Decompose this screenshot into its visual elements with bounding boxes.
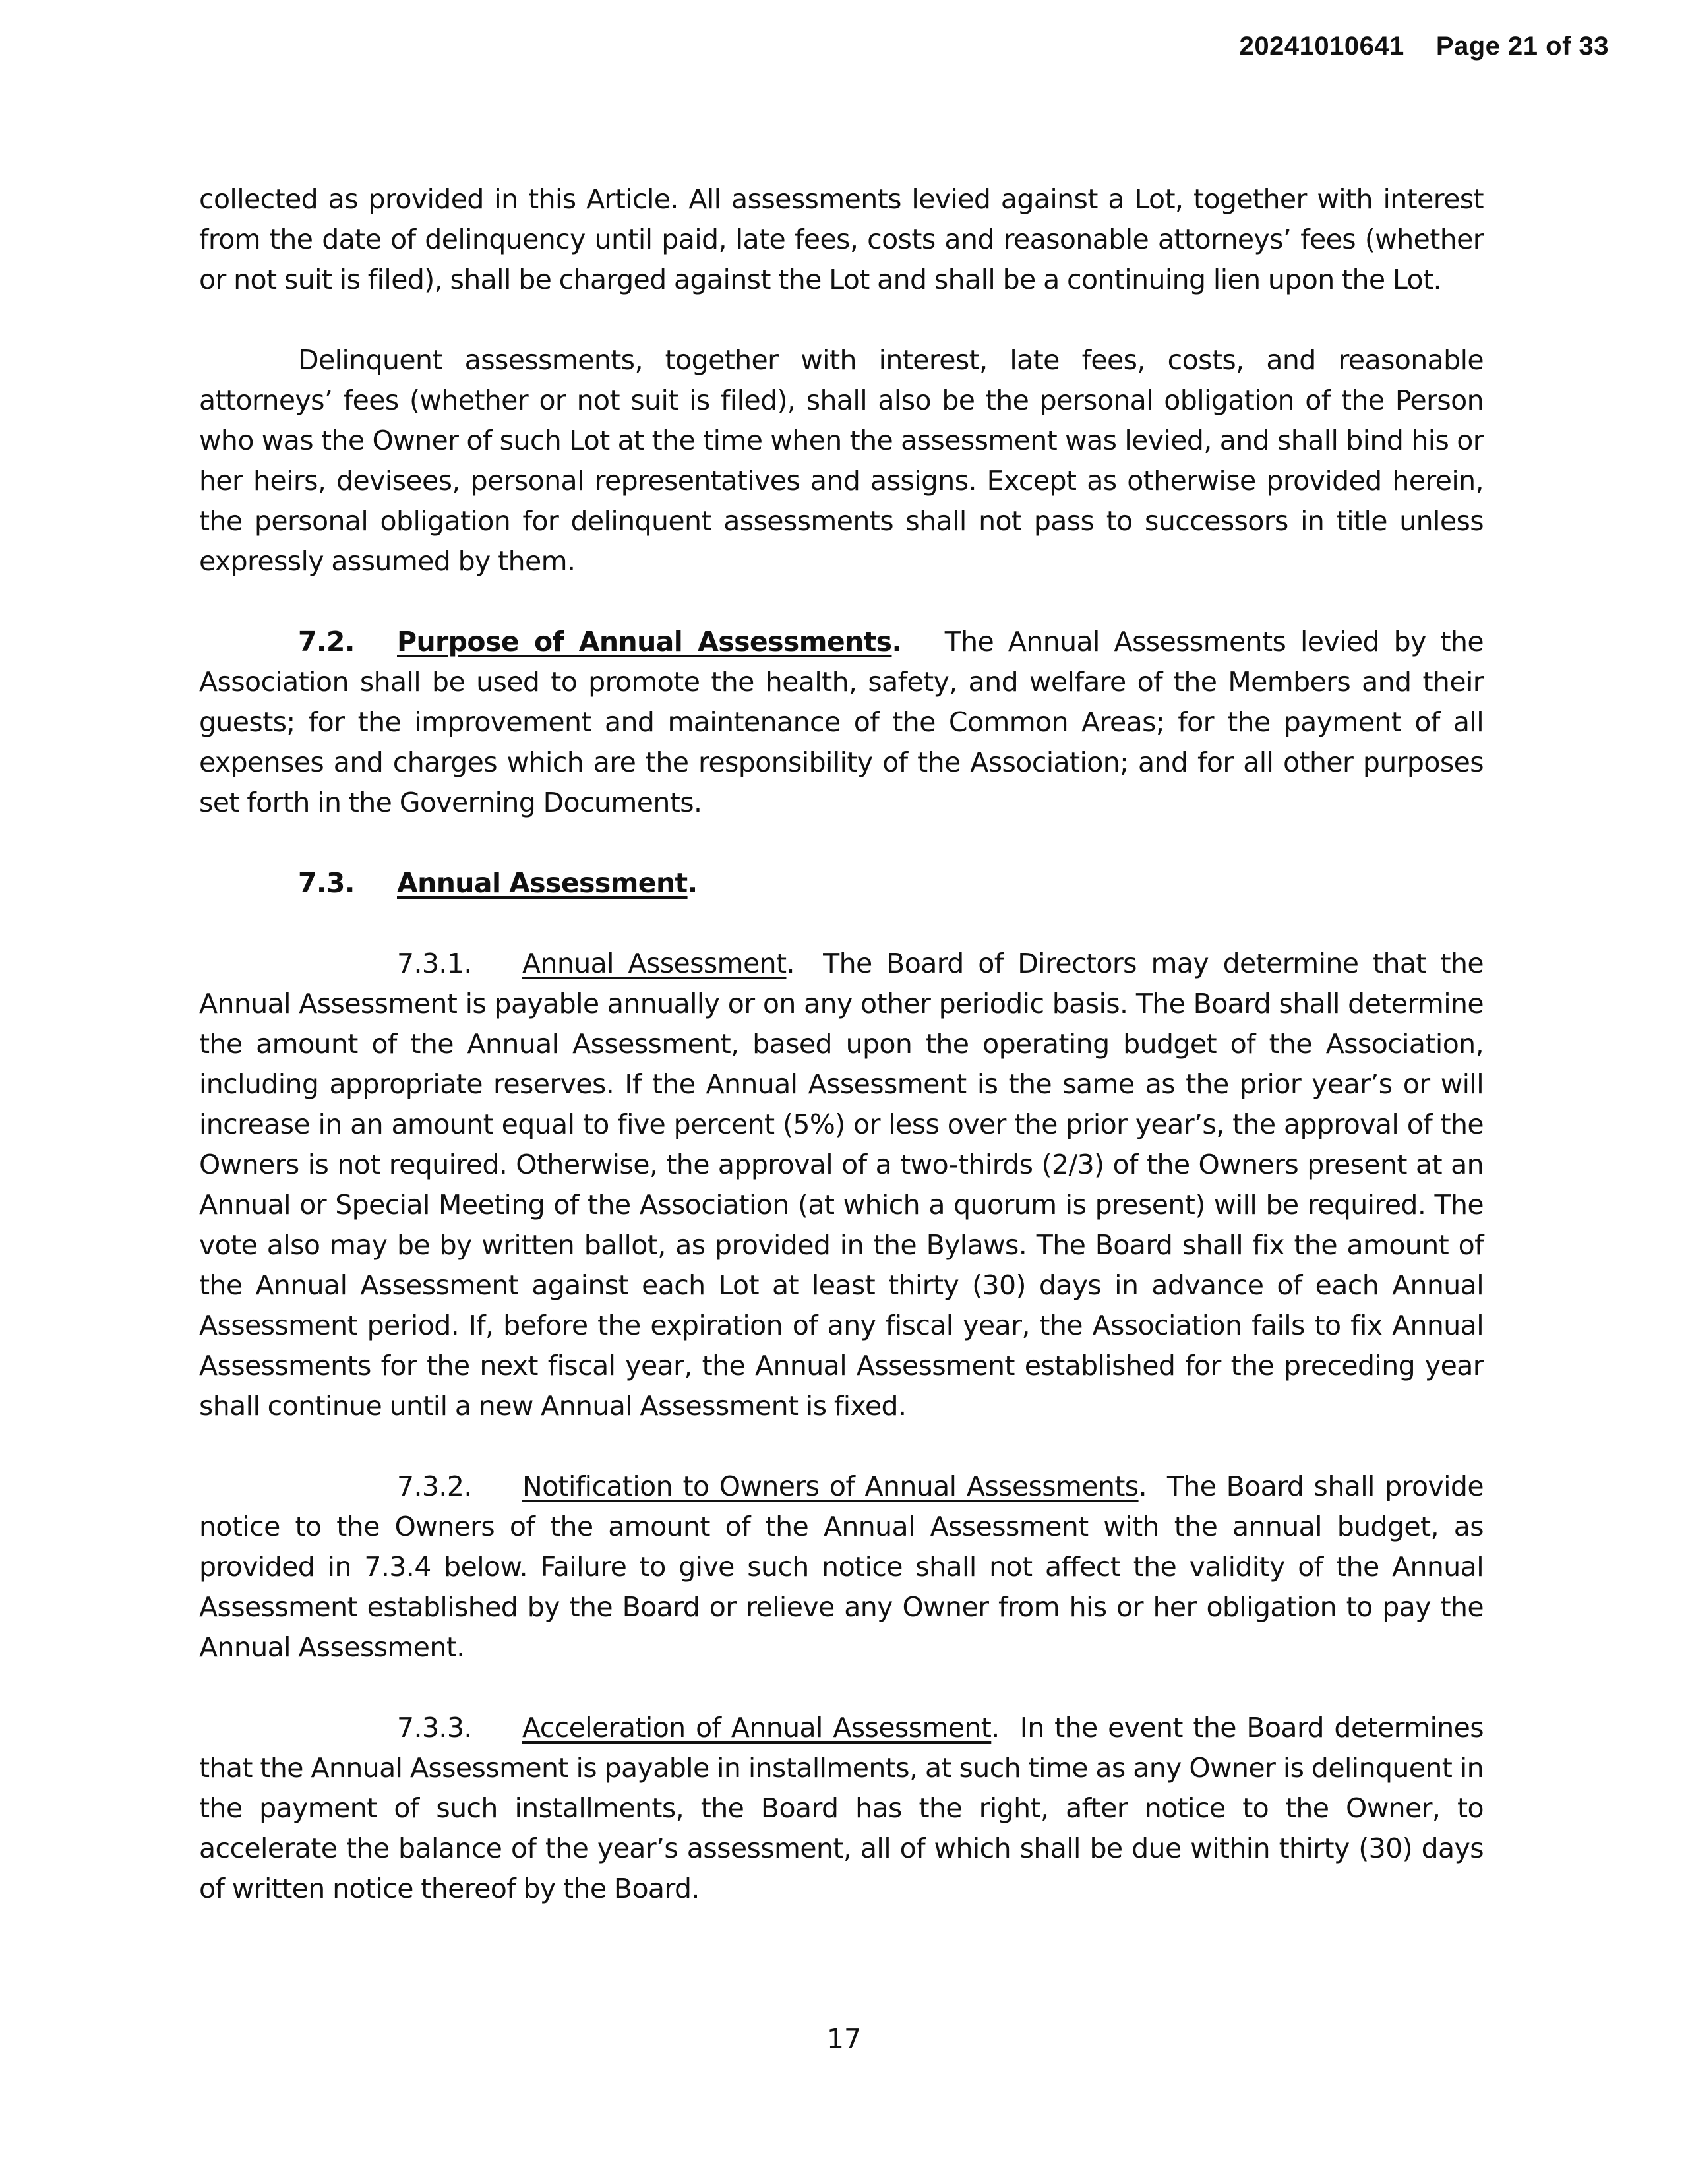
paragraph-continuation: collected as provided in this Article. All assessments levied against a Lot, together with interest from the date of delinquency until paid, late fees, costs and reasonable attorneys’ fees (whether or not suit is filed), shall be charged against the Lot and shall be a continuing lien upon the Lot. [199, 183, 1484, 295]
subsection-title: Notification to Owners of Annual Assessments [522, 1471, 1139, 1502]
document-number: 20241010641 [1239, 32, 1404, 61]
section-number: 7.3. [298, 867, 355, 899]
subsection-title: Annual Assessment [522, 948, 787, 979]
section-7-3-2 [199, 1467, 1484, 1668]
section-7-3-3 [199, 1708, 1484, 1909]
section-title-punct: . [687, 867, 698, 899]
section-title: Purpose of Annual Assessments [397, 626, 892, 657]
document-body [199, 179, 1484, 1949]
section-text: The Annual Assessments levied by the Association shall be used to promote the health, safety, and welfare of the Members and their guests; for the improvement and maintenance of the Common Areas; for the payment of all expenses and charges which are the responsibility of the Association; and for all other purposes set forth in the Governing Documents. [199, 626, 1484, 818]
subsection-number: 7.3.1. [397, 948, 472, 979]
subsection-number: 7.3.2. [397, 1471, 472, 1502]
paragraph-delinquent-assessments: Delinquent assessments, together with interest, late fees, costs, and reasonable attorneys’ fees (whether or not suit is filed), shall also be the personal obligation of the Person who was the Owner of such Lot at the time when the assessment was levied, and shall bind his or her heirs, devisees, personal representatives and assigns. Except as otherwise provided herein, the personal obligation for delinquent assessments shall not pass to successors in title unless expressly assumed by them. [199, 344, 1484, 577]
page-label: Page 21 of 33 [1435, 32, 1609, 61]
section-number: 7.2. [298, 626, 355, 657]
subsection-number: 7.3.3. [397, 1712, 472, 1744]
page-header [1240, 32, 1609, 61]
subsection-title: Acceleration of Annual Assessment [522, 1712, 992, 1744]
subsection-text: The Board of Directors may determine that the Annual Assessment is payable annually or on any other periodic basis. The Board shall determine the amount of the Annual Assessment, based upon the operating budget of the Association, including appropriate reserves. If the Annual Assessment is the same as the prior year’s or will increase in an amount equal to five percent (5%) or less over the prior year’s, the approval of the Owners is not required. Otherwise, the approval of a two-thirds (2/3) of the Owners present at an Annual or Special Meeting of the Association (at which a quorum is present) will be required. The vote also may be by written ballot, as provided in the Bylaws. The Board shall fix the amount of the Annual Assessment against each Lot at least thirty (30) days in advance of each Annual Assessment period. If, before the expiration of any fiscal year, the Association fails to fix Annual Assessments for the next fiscal year, the Annual Assessment established for the preceding year shall continue until a new Annual Assessment is fixed. [199, 948, 1484, 1422]
section-title-punct: . [891, 626, 902, 657]
section-7-3-1 [199, 944, 1484, 1426]
subsection-title-punct: . [991, 1712, 1000, 1744]
section-title: Annual Assessment [397, 867, 688, 899]
subsection-title-punct: . [786, 948, 795, 979]
page-number: 17 [826, 2023, 862, 2055]
section-7-3 [199, 863, 1484, 903]
subsection-title-punct: . [1138, 1471, 1147, 1502]
subsection-text: The Board shall provide notice to the Owners of the amount of the Annual Assessment with the annual budget, as provided in 7.3.4 below. Failure to give such notice shall not affect the validity of the Annual Assessment established by the Board or relieve any Owner from his or her obligation to pay the Annual Assessment. [199, 1471, 1484, 1663]
subsection-text: In the event the Board determines that the Annual Assessment is payable in installments, at such time as any Owner is delinquent in the payment of such installments, the Board has the right, after notice to the Owner, to accelerate the balance of the year’s assessment, all of which shall be due within thirty (30) days of written notice thereof by the Board. [199, 1712, 1484, 1904]
section-7-2 [199, 622, 1484, 823]
